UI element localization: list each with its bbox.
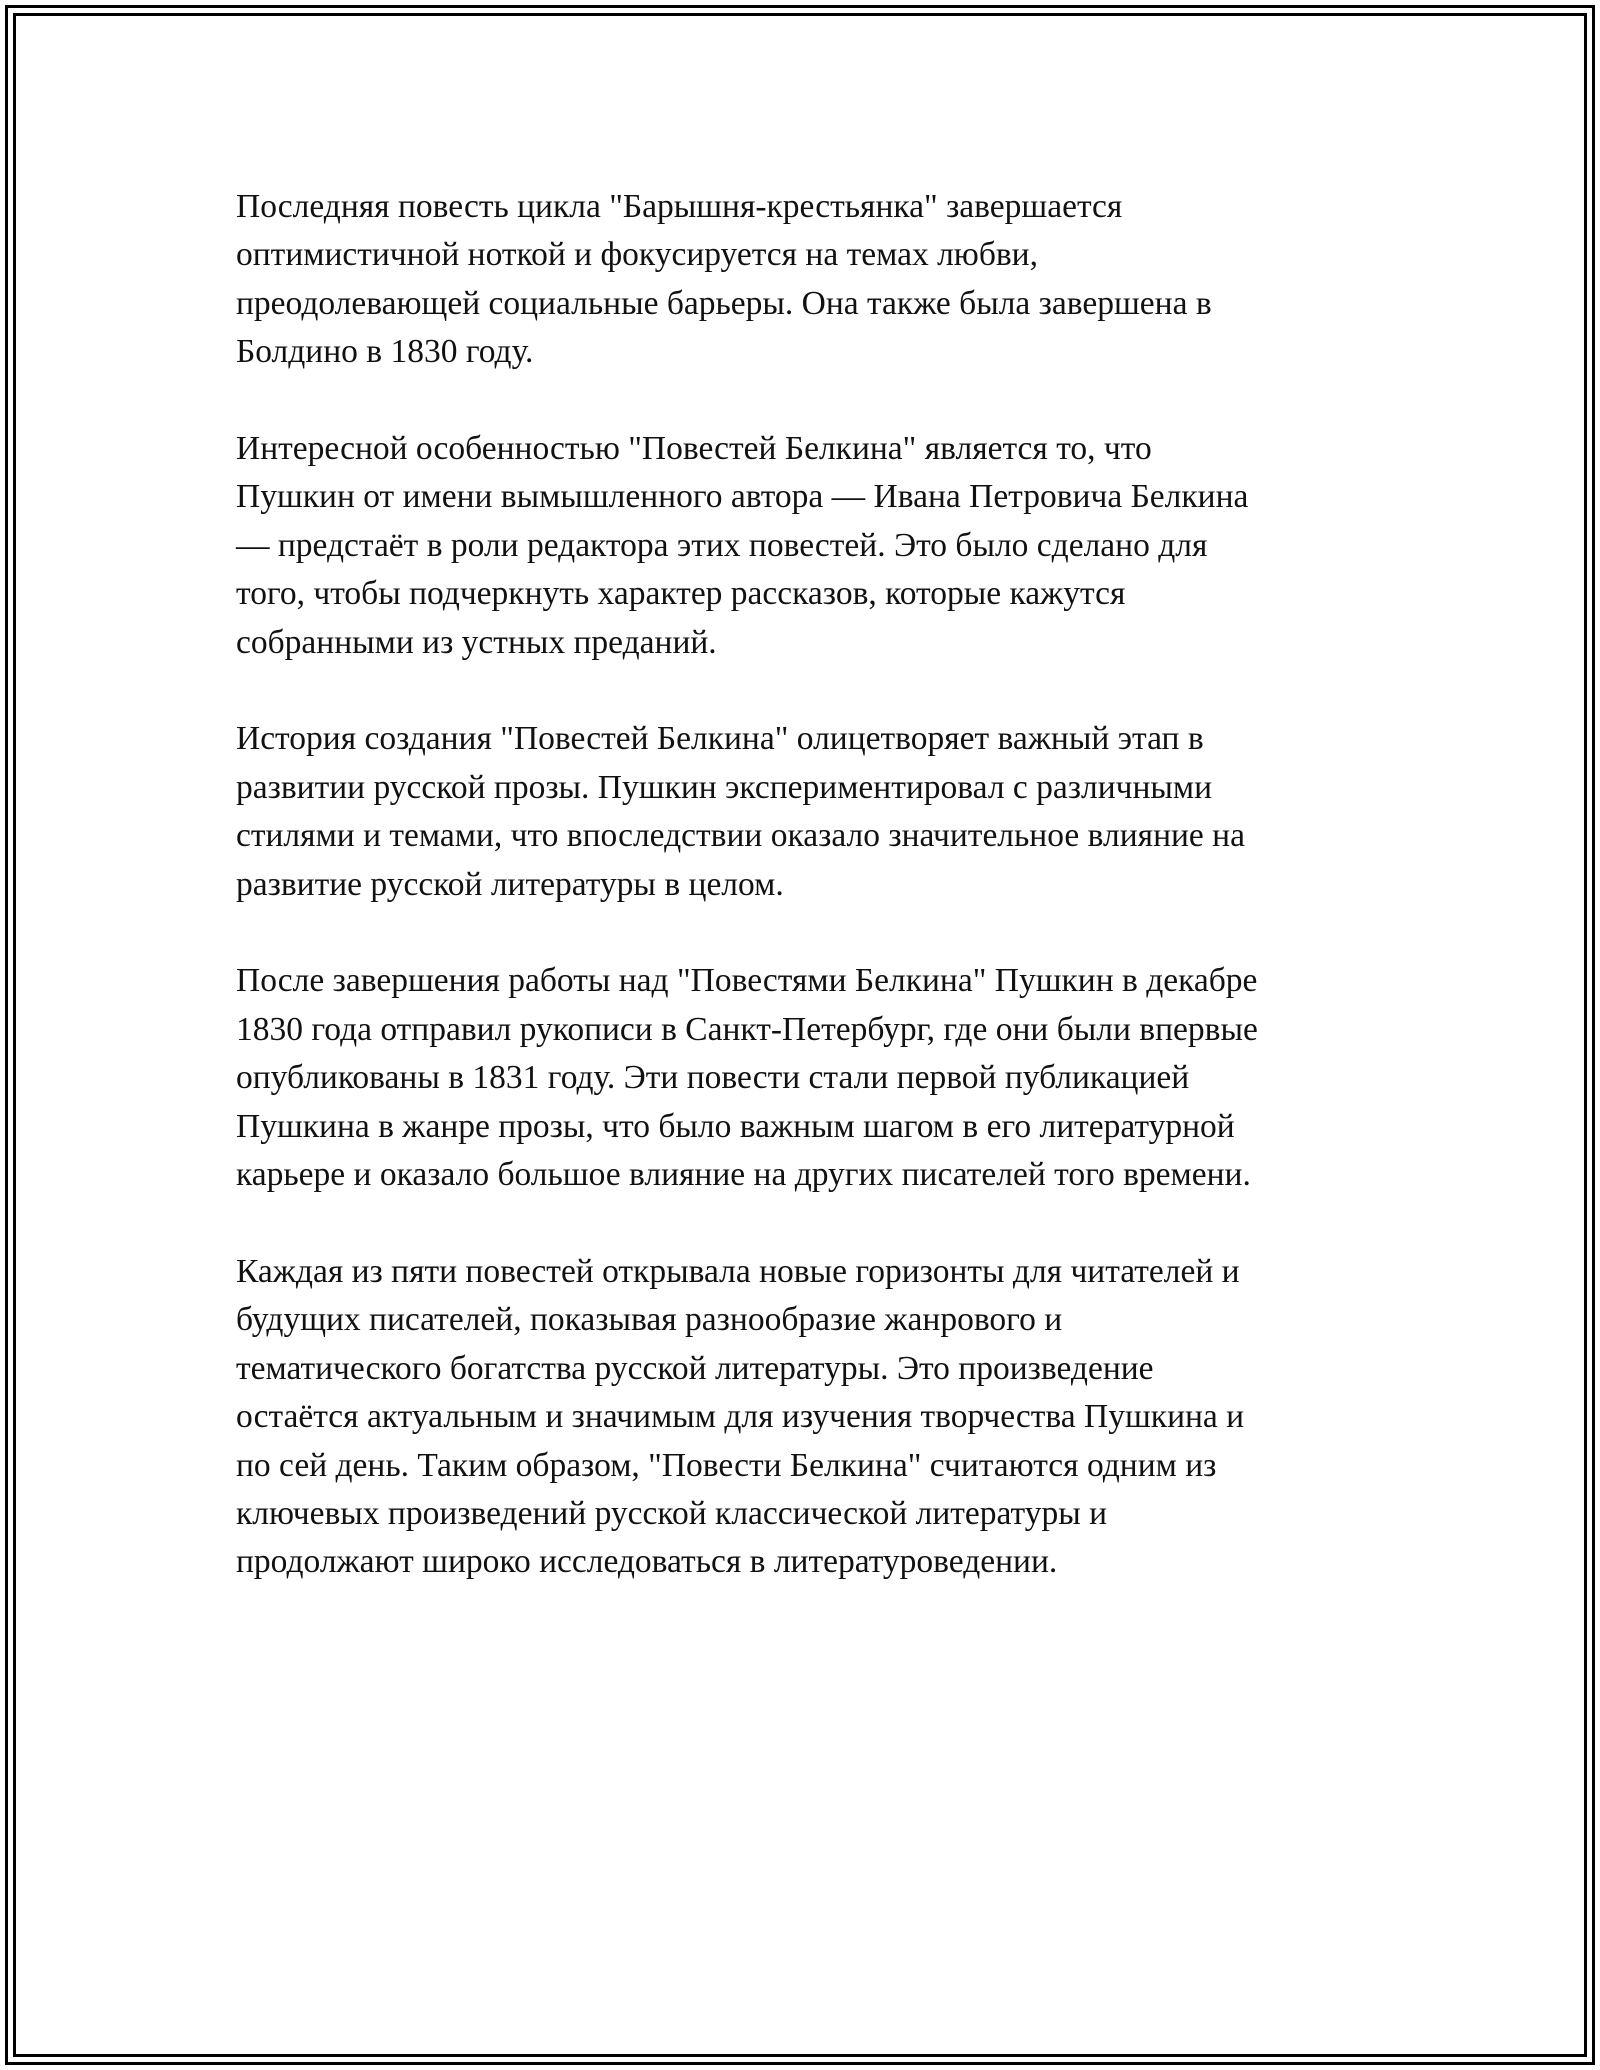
text-line: развитии русской прозы. Пушкин экспериментировал с различными <box>236 768 1213 806</box>
text-line: продолжают широко исследоваться в литературоведении. <box>236 1543 1058 1581</box>
text-line: остаётся актуальным и значимым для изучения творчества Пушкина и <box>236 1398 1245 1436</box>
text-line: того, чтобы подчеркнуть характер рассказов, которые кажутся <box>236 575 1126 613</box>
text-line: оптимистичной ноткой и фокусируется на темах любви, <box>236 236 1038 274</box>
text-line: Болдино в 1830 году. <box>236 333 534 371</box>
text-line: развитие русской литературы в целом. <box>236 865 784 903</box>
paragraph-4 <box>236 957 1376 1199</box>
text-line: Пушкина в жанре прозы, что было важным шагом в его литературной <box>236 1107 1235 1145</box>
text-line: Интересной особенностью "Повестей Белкина" является то, что <box>236 430 1152 468</box>
text-line: Каждая из пяти повестей открывала новые горизонты для читателей и <box>236 1252 1240 1290</box>
text-line: ключевых произведений русской классической литературы и <box>236 1494 1108 1532</box>
text-line: Пушкин от имени вымышленного автора — Ивана Петровича Белкина <box>236 478 1249 516</box>
text-line: Последняя повесть цикла "Барышня-крестьянка" завершается <box>236 188 1123 225</box>
text-line: стилями и темами, что впоследствии оказало значительное влияние на <box>236 817 1245 855</box>
text-line: будущих писателей, показывая разнообразие жанрового и <box>236 1301 1063 1339</box>
text-line: — предстаёт в роли редактора этих повестей. Это было сделано для <box>236 526 1208 564</box>
paragraph-5 <box>236 1248 1376 1587</box>
document-body <box>236 183 1376 1587</box>
paragraph-1 <box>236 183 1376 377</box>
text-line: преодолевающей социальные барьеры. Она также была завершена в <box>236 284 1212 322</box>
text-line: карьере и оказало большое влияние на других писателей того времени. <box>236 1156 1251 1194</box>
text-line: опубликованы в 1831 году. Эти повести стали первой публикацией <box>236 1059 1190 1097</box>
text-line: тематического богатства русской литературы. Это произведение <box>236 1349 1154 1387</box>
paragraph-3 <box>236 715 1376 909</box>
text-line: собранными из устных преданий. <box>236 623 717 661</box>
text-line: 1830 года отправил рукописи в Санкт-Петербург, где они были впервые <box>236 1010 1258 1048</box>
text-line: После завершения работы над "Повестями Белкина" Пушкин в декабре <box>236 962 1258 1000</box>
text-line: История создания "Повестей Белкина" олицетворяет важный этап в <box>236 720 1204 758</box>
text-line: по сей день. Таким образом, "Повести Белкина" считаются одним из <box>236 1446 1217 1484</box>
paragraph-2 <box>236 425 1376 667</box>
